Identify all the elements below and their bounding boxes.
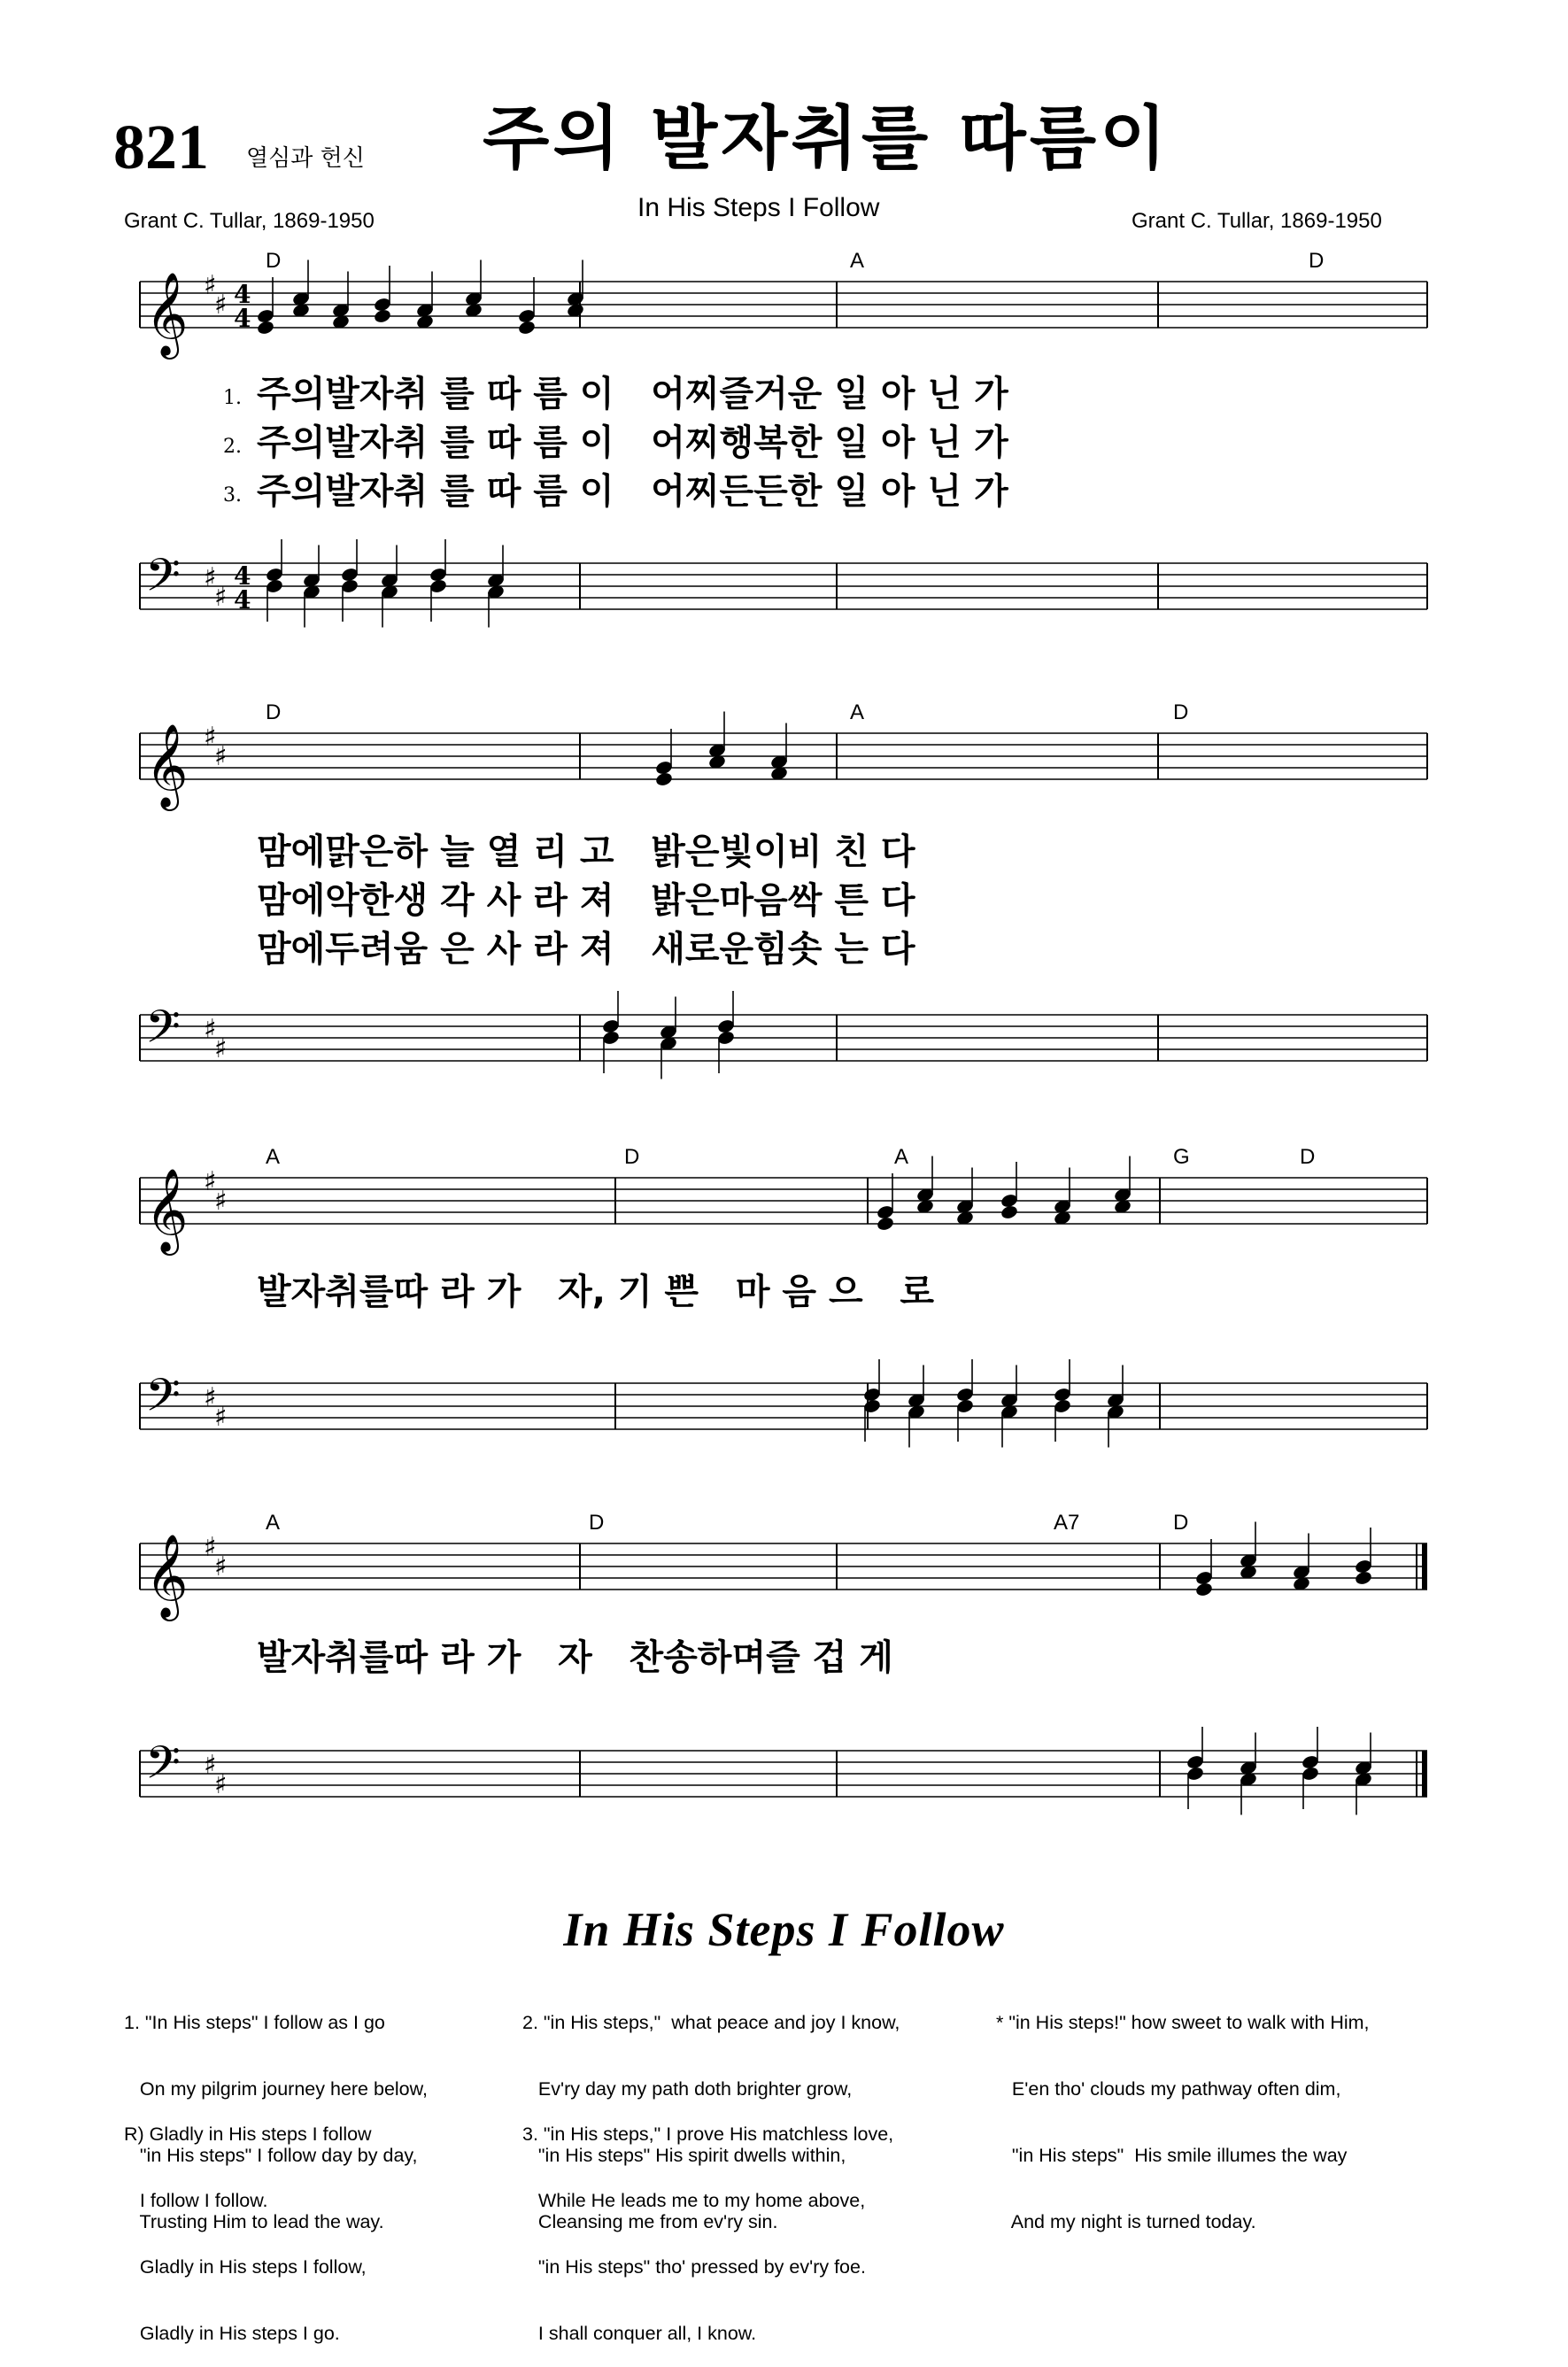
bass-clef-icon: 𝄢 xyxy=(145,1000,181,1064)
chord-symbol: G xyxy=(1173,1145,1190,1169)
stanza-line: Ev'ry day my path doth brighter grow, xyxy=(522,2078,853,2100)
lyric-line: 발자취를따 라 가 자, 기 쁜 마 음 으 로 xyxy=(257,1272,935,1312)
stanza-line: 2. "in His steps," what peace and joy I know, xyxy=(522,2012,900,2033)
chord-symbol: A xyxy=(266,1511,281,1535)
key-signature-sharp-icon: ♯ xyxy=(214,582,228,613)
hymn-title-korean: 주의 발자취를 따름이 xyxy=(483,99,1170,179)
time-signature-numerator: 4 xyxy=(234,280,251,309)
key-signature-sharp-icon: ♯ xyxy=(214,290,228,321)
chord-symbol: D xyxy=(1300,1145,1316,1169)
key-signature-sharp-icon: ♯ xyxy=(214,1769,228,1800)
key-signature-sharp-icon: ♯ xyxy=(204,562,217,593)
chord-symbol: D xyxy=(1173,700,1189,724)
stanza-line: E'en tho' clouds my pathway often dim, xyxy=(996,2078,1341,2100)
note-head xyxy=(654,771,673,787)
refrain xyxy=(124,2079,372,2367)
stanza-line: 1. "In His steps" I follow as I go xyxy=(124,2012,385,2033)
stanza-3 xyxy=(522,2079,893,2367)
key-signature-sharp-icon: ♯ xyxy=(204,1532,217,1563)
bass-clef-icon: 𝄢 xyxy=(145,1736,181,1800)
verse-number: 1. xyxy=(223,387,242,409)
stanza-line: "in His steps" His spirit dwells within, xyxy=(522,2145,846,2166)
lyric-line: 주의발자취 를 따 름 이 어찌즐거운 일 아 닌 가 xyxy=(257,374,1008,414)
chord-symbol: D xyxy=(266,700,282,724)
stanza-line: And my night is turned today. xyxy=(996,2211,1256,2232)
chord-symbol: A7 xyxy=(1054,1511,1080,1535)
stanza-line: While He leads me to my home above, xyxy=(522,2190,866,2211)
hymn-category: 열심과 헌신 xyxy=(246,145,365,172)
bass-clef-icon: 𝄢 xyxy=(145,1368,181,1433)
composer-credit: Grant C. Tullar, 1869-1950 xyxy=(1132,209,1382,233)
hymn-title-english: In His Steps I Follow xyxy=(637,193,880,222)
english-poem-title: In His Steps I Follow xyxy=(563,1903,1005,1956)
note-head xyxy=(1354,1570,1372,1586)
time-signature-denominator: 4 xyxy=(234,585,251,615)
chord-symbol: A xyxy=(266,1145,281,1169)
key-signature-sharp-icon: ♯ xyxy=(204,1382,217,1413)
bass-clef-icon: 𝄢 xyxy=(145,548,181,613)
verse-number: 3. xyxy=(223,484,242,507)
key-signature-sharp-icon: ♯ xyxy=(214,741,228,772)
stanza-line: Trusting Him to lead the way. xyxy=(124,2211,384,2232)
stanza-line: "in His steps" tho' pressed by ev'ry foe. xyxy=(522,2256,866,2278)
stanza-line: R) Gladly in His steps I follow xyxy=(124,2123,372,2145)
key-signature-sharp-icon: ♯ xyxy=(214,1551,228,1582)
note-head xyxy=(876,1216,894,1232)
key-signature-sharp-icon: ♯ xyxy=(204,1014,217,1045)
chord-symbol: A xyxy=(850,700,865,724)
chord-symbol: D xyxy=(624,1145,640,1169)
stanza-line: On my pilgrim journey here below, xyxy=(124,2078,428,2100)
stanza-line: Gladly in His steps I follow, xyxy=(124,2256,367,2278)
key-signature-sharp-icon: ♯ xyxy=(204,722,217,753)
time-signature-numerator: 4 xyxy=(234,561,251,591)
key-signature-sharp-icon: ♯ xyxy=(204,270,217,301)
key-signature-sharp-icon: ♯ xyxy=(204,1166,217,1197)
note-head xyxy=(517,320,536,336)
stanza-line: * "in His steps!" how sweet to walk with Him, xyxy=(996,2012,1370,2033)
lyricist-credit: Grant C. Tullar, 1869-1950 xyxy=(124,209,375,233)
note-head xyxy=(373,308,391,324)
treble-clef-icon: 𝄞 xyxy=(145,1168,189,1252)
verse-number: 2. xyxy=(223,436,242,458)
chord-symbol: D xyxy=(1309,249,1325,273)
lyric-line: 발자취를따 라 가 자 찬송하며즐 겁 게 xyxy=(257,1637,893,1678)
note-head xyxy=(256,320,274,336)
stanza-line: 3. "in His steps," I prove His matchless love, xyxy=(522,2123,894,2145)
treble-clef-icon: 𝄞 xyxy=(145,1534,189,1618)
time-signature-denominator: 4 xyxy=(234,304,251,333)
chord-symbol: A xyxy=(894,1145,909,1169)
lyric-line: 맘에두려움 은 사 라 져 새로운힘솟 는 다 xyxy=(257,929,915,970)
key-signature-sharp-icon: ♯ xyxy=(214,1186,228,1217)
key-signature-sharp-icon: ♯ xyxy=(214,1033,228,1064)
hymn-number: 821 xyxy=(113,112,209,182)
note-head xyxy=(1194,1582,1213,1597)
stanza-line: "in His steps" I follow day by day, xyxy=(124,2145,418,2166)
key-signature-sharp-icon: ♯ xyxy=(204,1750,217,1781)
lyric-line: 주의발자취 를 따 름 이 어찌행복한 일 아 닌 가 xyxy=(257,422,1008,463)
note-head xyxy=(1000,1204,1018,1220)
treble-clef-icon: 𝄞 xyxy=(145,723,189,808)
chord-symbol: D xyxy=(1173,1511,1189,1535)
stanza-line: "in His steps" His smile illumes the way xyxy=(996,2145,1348,2166)
lyric-line: 맘에악한생 각 사 라 져 밝은마음싹 튼 다 xyxy=(257,880,915,921)
lyric-line: 맘에맑은하 늘 열 리 고 밝은빛이비 친 다 xyxy=(257,832,915,872)
stanza-line: Gladly in His steps I go. xyxy=(124,2323,340,2344)
key-signature-sharp-icon: ♯ xyxy=(214,1402,228,1433)
chord-symbol: D xyxy=(266,249,282,273)
lyric-line: 주의발자취 를 따 름 이 어찌든든한 일 아 닌 가 xyxy=(257,471,1008,512)
stanza-4 xyxy=(996,1968,1370,2255)
chord-symbol: A xyxy=(850,249,865,273)
stanza-line: I shall conquer all, I know. xyxy=(522,2323,757,2344)
stanza-line: Cleansing me from ev'ry sin. xyxy=(522,2211,778,2232)
treble-clef-icon: 𝄞 xyxy=(145,272,189,356)
stanza-line: I follow I follow. xyxy=(124,2190,268,2211)
chord-symbol: D xyxy=(589,1511,605,1535)
